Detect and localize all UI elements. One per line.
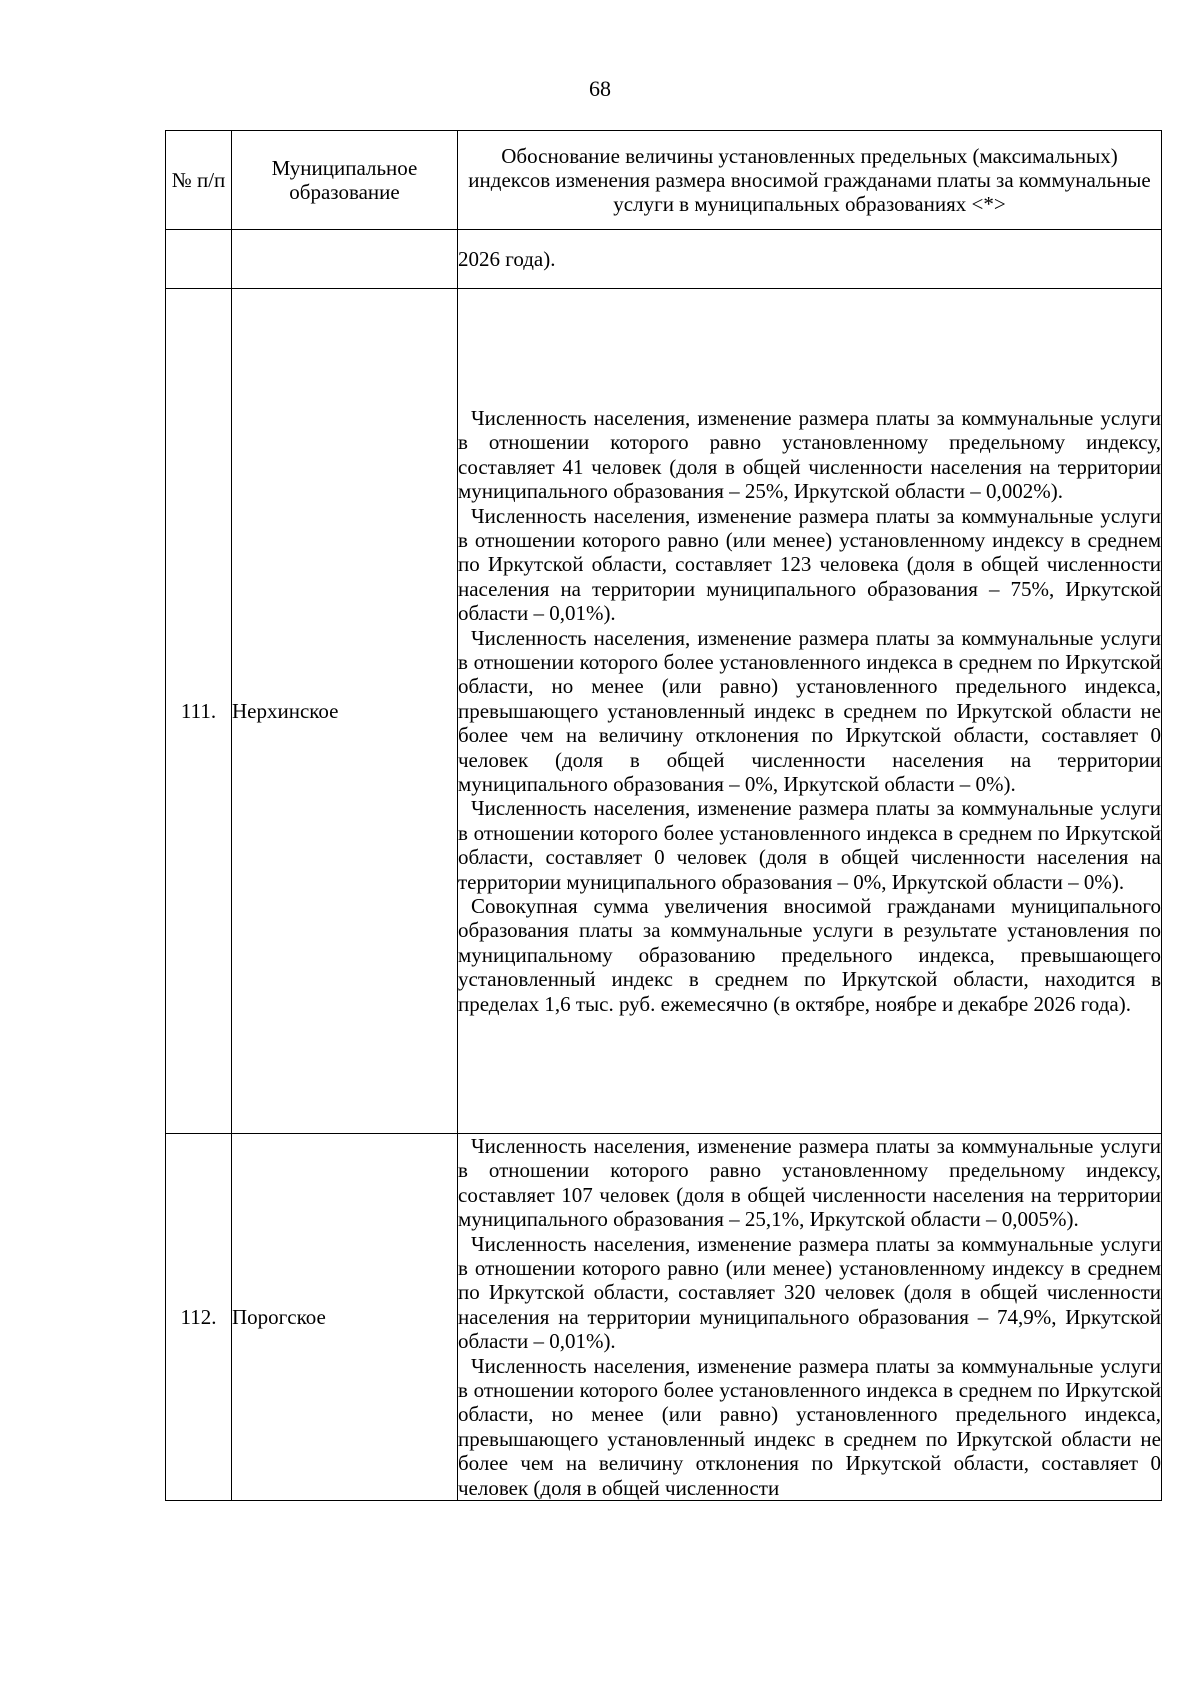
paragraph: Численность населения, изменение размера платы за коммунальные услуги в отношении которого равно установленному предельному индексу, составляет 41 человек (доля в общей численности населения на территории муниципального образования – 25%, Иркутской области – 0,002%). <box>458 405 1161 504</box>
header-justification: Обоснование величины установленных предельных (максимальных) индексов изменения размера вносимой гражданами платы за коммунальные услуги в муниципальных образованиях <*> <box>458 131 1162 230</box>
table-row <box>166 230 1162 289</box>
row-number <box>166 230 232 289</box>
row-number: 111. <box>166 289 232 1134</box>
row-justification <box>458 230 1162 289</box>
page-number: 68 <box>589 76 611 101</box>
paragraph: Численность населения, изменение размера платы за коммунальные услуги в отношении которого более установленного индекса в среднем по Иркутской области, но менее (или равно) установленного предельного индекса, превышающего установленный индекс в среднем по Иркутской области не более чем на величину отклонения по Иркутской области, составляет 0 человек (доля в общей численности <box>458 1353 1161 1500</box>
paragraph: 2026 года). <box>458 246 556 271</box>
header-number: № п/п <box>166 131 232 230</box>
row-municipality: Порогское <box>232 1134 458 1501</box>
row-municipality: Нерхинское <box>232 289 458 1134</box>
table-header-row <box>166 131 1162 230</box>
paragraph: Численность населения, изменение размера платы за коммунальные услуги в отношении которого равно (или менее) установленному индексу в среднем по Иркутской области, составляет 123 человека (доля в общей численности населения на территории муниципального образования – 75%, Иркутской области – 0,01%). <box>458 503 1161 626</box>
row-municipality <box>232 230 458 289</box>
paragraph: Численность населения, изменение размера платы за коммунальные услуги в отношении которого более установленного индекса в среднем по Иркутской области, но менее (или равно) установленного предельного индекса, превышающего установленный индекс в среднем по Иркутской области не более чем на величину отклонения по Иркутской области, составляет 0 человек (доля в общей численности населения на территории муниципального образования – 0%, Иркутской области – 0%). <box>458 625 1161 797</box>
row-justification <box>458 1134 1162 1501</box>
header-municipality: Муниципальное образование <box>232 131 458 230</box>
paragraph: Численность населения, изменение размера платы за коммунальные услуги в отношении которого равно (или менее) установленному индексу в среднем по Иркутской области, составляет 320 человек (доля в общей численности населения на территории муниципального образования – 74,9%, Иркутской области – 0,01%). <box>458 1231 1161 1354</box>
row-justification <box>458 289 1162 1134</box>
paragraph: Численность населения, изменение размера платы за коммунальные услуги в отношении которого более установленного индекса в среднем по Иркутской области, составляет 0 человек (доля в общей численности населения на территории муниципального образования – 0%, Иркутской области – 0%). <box>458 796 1161 894</box>
row-number: 112. <box>166 1134 232 1501</box>
table-row <box>166 289 1162 1134</box>
justification-table <box>165 130 1162 1501</box>
table-row <box>166 1134 1162 1501</box>
paragraph: Совокупная сумма увеличения вносимой гражданами муниципального образования платы за коммунальные услуги в результате установления по муниципальному образованию предельного индекса, превышающего установленный индекс в среднем по Иркутской области, находится в пределах 1,6 тыс. руб. ежемесячно (в октябре, ноябре и декабре 2026 года). <box>458 894 1161 1016</box>
paragraph: Численность населения, изменение размера платы за коммунальные услуги в отношении которого равно установленному предельному индексу, составляет 107 человек (доля в общей численности населения на территории муниципального образования – 25,1%, Иркутской области – 0,005%). <box>458 1134 1161 1232</box>
